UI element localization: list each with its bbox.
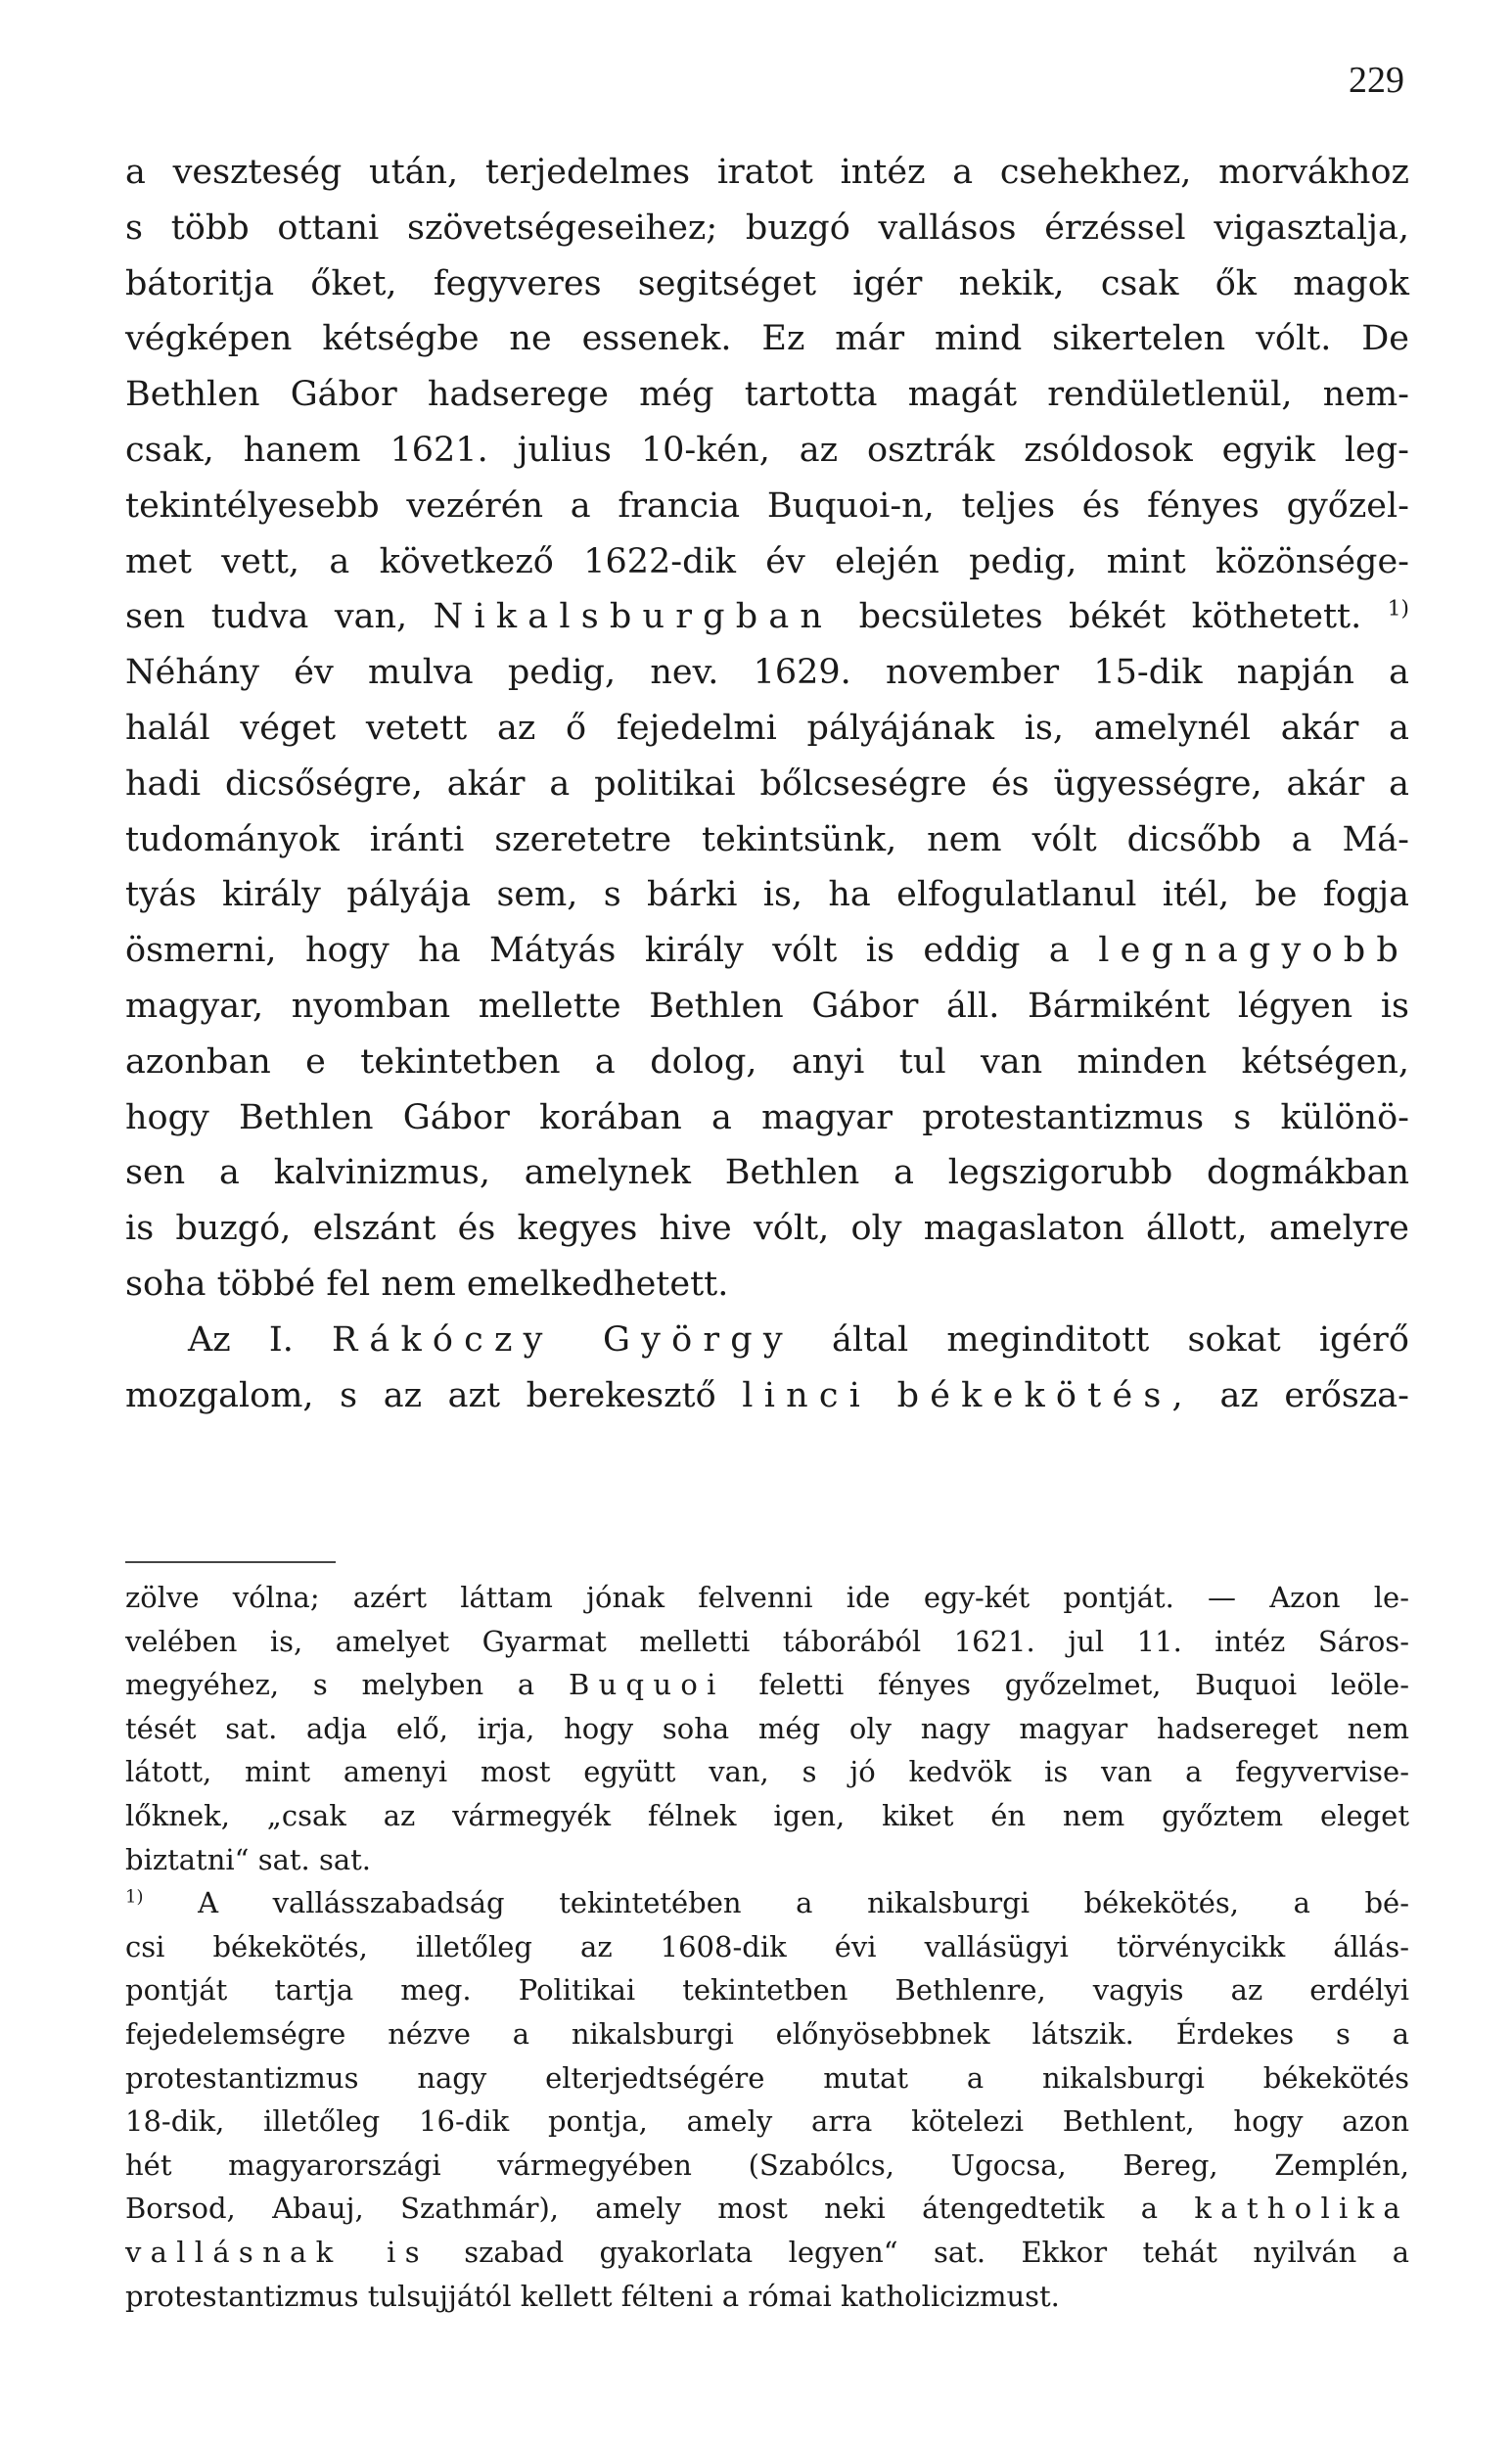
text-segment: az erősza-	[1219, 1375, 1409, 1415]
footnote-line	[125, 2187, 1409, 2231]
page-number: 229	[1349, 60, 1404, 101]
footnote-line: lőknek, „csak az vármegyék félnek igen, kiket én nem győztem eleget	[125, 1798, 1409, 1832]
text-line	[125, 1313, 1409, 1368]
footnote-separator	[125, 1561, 336, 1563]
emphasized-place-name: Nikalsburgban	[433, 597, 834, 637]
text-segment: megyéhez, s melyben a	[125, 1668, 535, 1702]
text-segment: Borsod, Abauj, Szathmár), amely most neki átengedtetik a	[125, 2192, 1159, 2226]
text-line: Bethlen Gábor hadserege még tartotta magát rendületlenül, nem-	[125, 375, 1409, 415]
text-line	[125, 1368, 1409, 1424]
footnote-reference-1: 1	[1387, 596, 1401, 622]
text-line: Néhány év mulva pedig, nev. 1629. november 15-dik napján a	[125, 653, 1409, 693]
text-line: halál véget vetett az ő fejedelmi pályájának is, amelynél akár a	[125, 708, 1409, 748]
footnote-line	[125, 1663, 1409, 1707]
footnote-line: velében is, amelyet Gyarmat melletti táborából 1621. jul 11. intéz Sáros-	[125, 1624, 1409, 1658]
footnote-line: 18-dik, illetőleg 16-dik pontja, amely arra kötelezi Bethlent, hogy azon	[125, 2104, 1409, 2139]
text-line: hogy Bethlen Gábor korában a magyar protestantizmus s különö-	[125, 1097, 1409, 1137]
text-line: soha többé fel nem emelkedhetett.	[125, 1264, 729, 1304]
footnote-line: fejedelemségre nézve a nikalsburgi előnyösebbnek látszik. Érdekes s a	[125, 2016, 1409, 2051]
footnote-line: látott, mint amenyi most együtt van, s jó kedvök is van a fegyvervise-	[125, 1755, 1409, 1789]
emphasized-person-name: Buquoi	[568, 1668, 725, 1702]
footnote-line: pontját tartja meg. Politikai tekintetben Bethlenre, vagyis az erdélyi	[125, 1973, 1409, 2008]
footnote-number-1: 1	[125, 1886, 137, 1908]
text-line: tyás király pályája sem, s bárki is, ha elfogulatlanul itél, be fogja	[125, 875, 1409, 915]
text-segment: becsületes békét köthetett.	[858, 597, 1362, 637]
text-segment: által meginditott sokat igérő	[832, 1319, 1409, 1360]
text-segment: feletti fényes győzelmet, Buquoi leöle-	[758, 1668, 1410, 1702]
text-segment: sen tudva van,	[125, 597, 408, 637]
footnote-line: biztatni“ sat. sat.	[125, 1842, 372, 1876]
footnote-marker: )	[1400, 596, 1409, 622]
emphasized-word: linci	[742, 1375, 872, 1415]
text-line: hadi dicsőségre, akár a politikai bőlcseségre és ügyességre, akár a	[125, 763, 1409, 804]
text-line	[125, 923, 1409, 979]
text-line: tudományok iránti szeretetre tekintsünk, nem vólt dicsőbb a Má-	[125, 819, 1409, 859]
text-segment: Az I.	[188, 1319, 294, 1360]
footnotes	[125, 1576, 1409, 2318]
text-line: a veszteség után, terjedelmes iratot intéz a csehekhez, morvákhoz	[125, 153, 1409, 192]
text-line: csak, hanem 1621. julius 10-kén, az osztrák zsóldosok egyik leg-	[125, 430, 1409, 470]
text-line: bátoritja őket, fegyveres segitséget igér nekik, csak ők magok	[125, 263, 1409, 303]
text-line	[125, 589, 1409, 645]
text-line: tekintélyesebb vezérén a francia Buquoi-n, teljes és fényes győzel-	[125, 485, 1409, 526]
footnote-line: protestantizmus tulsujjától kellett félteni a római katholicizmust.	[125, 2279, 1060, 2313]
main-text	[125, 145, 1409, 1423]
footnote-line: protestantizmus nagy elterjedtségére mutat a nikalsburgi békekötés	[125, 2060, 1409, 2095]
text-segment: A vallásszabadság tekintetében a nikalsburgi békekötés, a bé-	[198, 1886, 1410, 1920]
footnote-marker: )	[136, 1886, 144, 1908]
footnote-line: csi békekötés, illetőleg az 1608-dik évi vallásügyi törvénycikk állás-	[125, 1929, 1409, 1963]
text-line: azonban e tekintetben a dolog, anyi tul van minden kétségen,	[125, 1041, 1409, 1082]
emphasized-word: vallásnak is	[125, 2235, 429, 2269]
text-line: sen a kalvinizmus, amelynek Bethlen a legszigorubb dogmákban	[125, 1153, 1409, 1193]
text-line: is buzgó, elszánt és kegyes hive vólt, oly magaslaton állott, amelyre	[125, 1209, 1409, 1249]
footnote-line	[125, 1881, 1409, 1925]
footnote-line	[125, 2231, 1409, 2275]
text-segment: szabad gyakorlata legyen“ sat. Ekkor tehát nyilván a	[464, 2235, 1410, 2269]
text-segment: ösmerni, hogy ha Mátyás király vólt is eddig a	[125, 931, 1070, 971]
text-line: végképen kétségbe ne essenek. Ez már mind sikertelen vólt. De	[125, 319, 1409, 359]
text-line: s több ottani szövetségeseihez; buzgó vallásos érzéssel vigasztalja,	[125, 208, 1409, 248]
text-line: met vett, a következő 1622-dik év elején pedig, mint közönsége-	[125, 541, 1409, 581]
emphasized-word: legnagyobb	[1098, 931, 1409, 971]
text-line: magyar, nyomban mellette Bethlen Gábor áll. Bármiként légyen is	[125, 986, 1409, 1026]
text-segment: mozgalom, s az azt berekesztő	[125, 1375, 716, 1415]
emphasized-person-name: Rákóczy György	[332, 1319, 794, 1360]
footnote-line: hét magyarországi vármegyében (Szabólcs, Ugocsa, Bereg, Zemplén,	[125, 2147, 1409, 2182]
footnote-line: tését sat. adja elő, irja, hogy soha még oly nagy magyar hadsereget nem	[125, 1711, 1409, 1745]
emphasized-word: békekötés,	[896, 1375, 1194, 1415]
footnote-line: zölve vólna; azért láttam jónak felvenni ide egy-két pontját. — Azon le-	[125, 1581, 1409, 1614]
emphasized-word: katholika	[1194, 2192, 1410, 2226]
